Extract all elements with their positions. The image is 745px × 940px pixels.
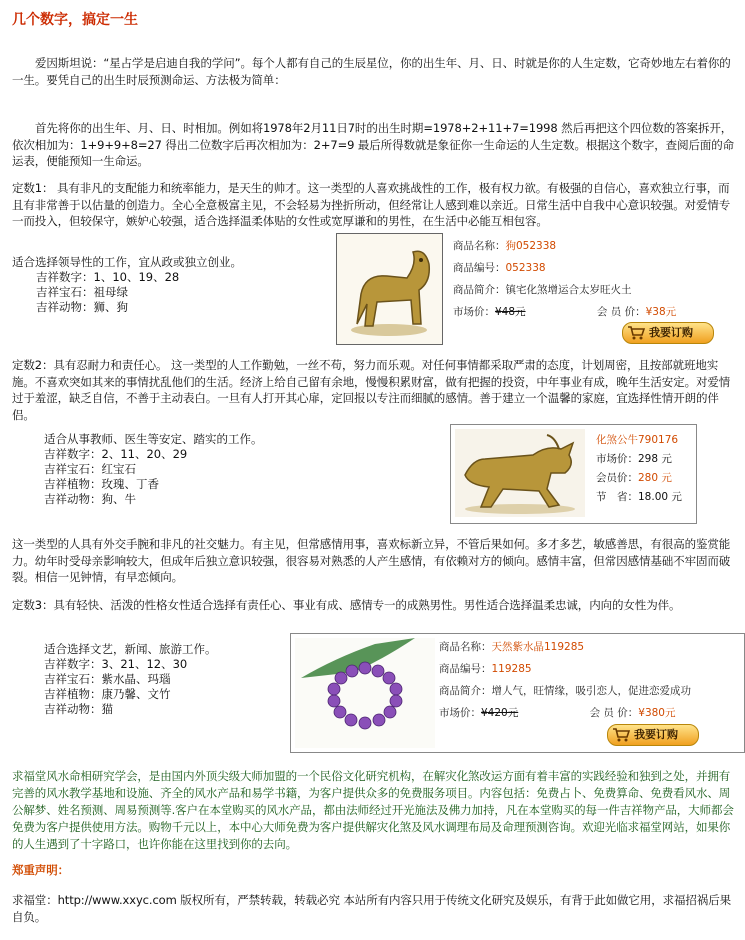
product1-code: 052338 [505, 262, 546, 274]
order-button-2[interactable]: 我要订购 [607, 724, 699, 746]
product3-intro: 增人气，旺情缘，吸引恋人，促进恋爱成功 [491, 685, 691, 697]
intro-paragraph: 爱因斯坦说：“星占学是启迪自我的学问”。每个人都有自己的生辰星位，你的出生年、月、日、时就是你的人生定数，它奇妙地左右着你的一生。要凭自己的出生时辰预测命运、方法极为简单： [12, 56, 731, 87]
fate3-numbers: 吉祥数字：3、21、12、30 [44, 657, 188, 671]
product1-name-row: 商品名称：狗052338 [453, 240, 557, 252]
fate2-list [44, 432, 263, 507]
cart-icon [627, 325, 645, 347]
fate3-description: 定数3：具有轻快、活泼的性格女性适合选择有责任心、事业有成、感情专一的成熟男性。男性适合选择温柔忠诚，内向的女性为伴。 [12, 598, 681, 612]
notice-paragraph: 求福堂：http://www.xxyc.com 版权所有，严禁转载，转载必究 本站所有内容只用于传统文化研究及娱乐，有背于此如做它用，求福招祸后果自负。 [12, 893, 732, 924]
fate2-gem: 吉祥宝石：红宝石 [44, 462, 136, 476]
fate2b-paragraph: 这一类型的人具有外交手腕和非凡的社交魅力。有主见，但常感情用事，喜欢标新立异，不管后果如何。多才多艺，敏感善思，有很高的鉴赏能力。幼年时受母亲影响较大，但成年后独立意识较强，很容易对熟悉的人产生感情，有依赖对方的倾向。感情丰富，但常因感情基础不牢固而破裂。相信一见钟情，有早恋倾向。 [12, 537, 731, 584]
product2-name[interactable]: 化煞公牛790176 [596, 434, 679, 446]
product1-intro: 镇宅化煞增运合太岁旺火土 [505, 284, 632, 296]
product1-info [453, 235, 676, 323]
amethyst-bracelet-icon [295, 638, 435, 748]
fate3-gem: 吉祥宝石：紫水晶、玛瑙 [44, 672, 171, 686]
fate3-list [44, 642, 217, 717]
fate1-numbers: 吉祥数字：1、10、19、28 [36, 270, 180, 284]
fate1-gem: 吉祥宝石：祖母绿 [36, 285, 128, 299]
product2-info: 化煞公牛790176 市场价：298 元 会员价：280 元 节 省：18.00 元 [596, 431, 682, 507]
product3-info: 商品名称：天然紫水晶119285 商品编号：119285 商品简介：增人气，旺情缘，吸引恋人，促进恋爱成功 市场价：¥420元 会 员 价：¥380元 [439, 641, 691, 719]
product1-intro-row: 商品简介：镇宅化煞增运合太岁旺火土 [453, 284, 632, 296]
product3-card [290, 633, 745, 753]
product1-market-price: ¥48元 [495, 306, 526, 318]
about-paragraph: 求福堂风水命相研究学会，是由国内外顶尖级大师加盟的一个民俗文化研究机构，在解灾化煞改运方面有着丰富的实践经验和独到之处，并拥有完善的风水教学基地和设施、齐全的风水产品和易学书籍，为客户提供众多的免费服务项目。内容包括：免费占卜、免费算命、免费看风水、周公解梦、姓名预测、周易预测等.客户在本堂购买的风水产品，都由法师经过开光施法及佛力加持，凡在本堂购买的每一件吉祥物产品，大师都会免费为客户提供使用方法。购物千元以上，本中心大师免费为客户提供解灾化煞及风水调理布局及命理预测咨询。欢迎光临求福堂网站，如果你的人生遇到了十字路口，也许你能在这里找到你的去向。 [12, 769, 734, 851]
fate3-career: 适合选择文艺，新闻、旅游工作。 [44, 642, 217, 656]
product3-name[interactable]: 天然紫水晶119285 [491, 641, 585, 653]
product1-member-price: ¥38元 [645, 306, 677, 318]
page-title: 几个数字，搞定一生 [12, 12, 138, 28]
product2-saving: 18.00 元 [638, 491, 682, 503]
bull-statue-image[interactable] [455, 429, 585, 517]
fate2-plant: 吉祥植物：玫瑰、丁香 [44, 477, 159, 491]
product2-card [450, 424, 697, 524]
amethyst-bracelet-image[interactable] [295, 638, 435, 748]
fate3-animal: 吉祥动物：猫 [44, 702, 113, 716]
fate1-animal: 吉祥动物：狮、狗 [36, 300, 128, 314]
bull-statue-icon [455, 429, 585, 517]
fate2-description: 定数2：具有忍耐力和责任心。 这一类型的人工作勤勉，一丝不苟，努力而乐观。对任何事情都采取严肃的态度，计划周密，且按部就班地实施。不喜欢突如其来的事情扰乱他们的生活。经济上给自己留有余地，慢慢积累财富，做有把握的投资，中年事业有成，晚年生活安定。对爱情过于羞涩，缺乏自信，不善于主动表白。一旦有人打开其心扉，定回报以专注而细腻的感情。善于建立一个温馨的家庭，宜选择性情开朗的伴侣。 [12, 358, 731, 422]
product1-code-row: 商品编号：052338 [453, 262, 546, 274]
fate2-career: 适合从事教师、医生等安定、踏实的工作。 [44, 432, 263, 446]
product3-code: 119285 [491, 663, 532, 675]
product2-member-price: 280 元 [638, 472, 672, 484]
product1-name[interactable]: 狗052338 [505, 240, 557, 252]
product3-market-price: ¥420元 [481, 707, 519, 719]
product1-price-row: 市场价：¥48元 会 员 价：¥38元 [453, 306, 677, 318]
product2-market-price: 298 元 [638, 453, 672, 465]
fate1-list [12, 255, 242, 315]
product3-member-price: ¥380元 [638, 707, 676, 719]
order-button[interactable]: 我要订购 [622, 322, 714, 344]
method-paragraph: 首先将你的出生年、月、日、时相加。例如将1978年2月11日7时的出生时期=1978+2+11+7=1998 然后再把这个四位数的答案拆开，依次相加为：1+9+9+8=27 得出二位数字后再次相加为：2+7=9 最后所得数就是象征你一生命运的人生定数。根据这个数字，查阅后面的命运表，便能预知一生命运。 [12, 121, 735, 168]
dog-statue-icon [337, 234, 442, 344]
cart-icon [612, 727, 630, 749]
fate1-career: 适合选择领导性的工作，宜从政或独立创业。 [12, 255, 242, 269]
fate2-animal: 吉祥动物：狗、牛 [44, 492, 136, 506]
fate3-plant: 吉祥植物：康乃馨、文竹 [44, 687, 171, 701]
fate2-numbers: 吉祥数字：2、11、20、29 [44, 447, 188, 461]
fate1-description: 定数1： 具有非凡的支配能力和统率能力，是天生的帅才。这一类型的人喜欢挑战性的工作，极有权力欲。有极强的自信心，喜欢独立行事，而且有非常善于以估量的创造力。全心全意极富主见，不会轻易为挫折所动，但经常让人感到难以亲近。日常生活中自我中心意识较强。对爱情专一而投入，但较保守，嫉妒心较强，适合选择温柔体贴的女性或宽厚谦和的男性，在生活中必能互相包容。 [12, 181, 731, 228]
notice-title: 郑重声明： [12, 863, 69, 877]
dog-statue-image[interactable] [336, 233, 443, 345]
